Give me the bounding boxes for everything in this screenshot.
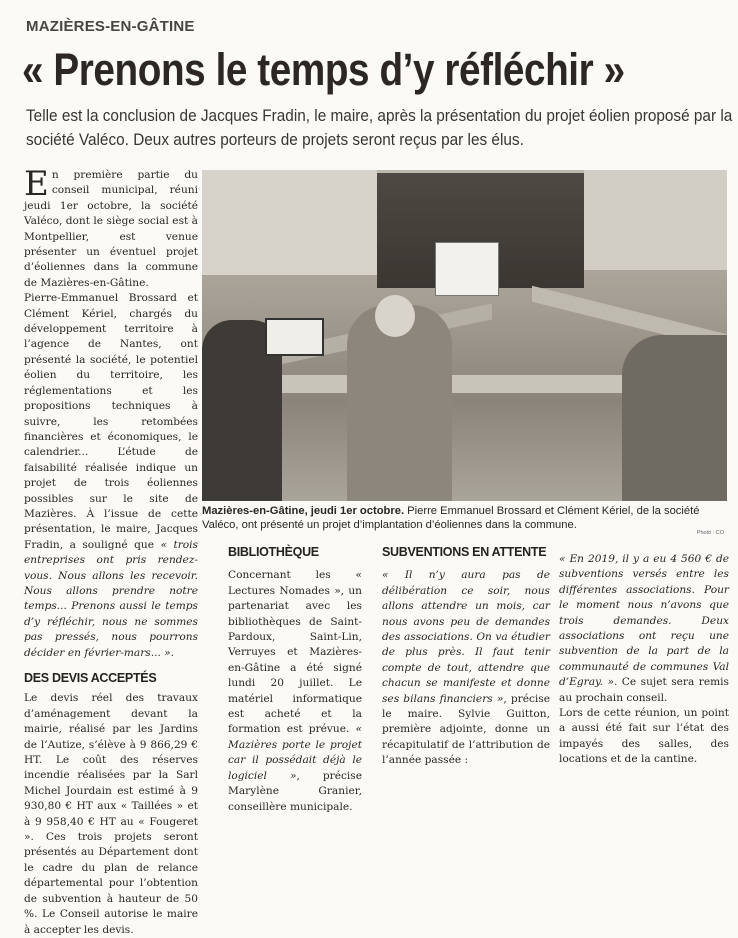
subhead-bibliotheque: BIBLIOTHÈQUE [228, 545, 319, 559]
subhead-subventions: SUBVENTIONS EN ATTENTE [382, 545, 547, 559]
subventions-column [382, 545, 550, 769]
intro-paragraph: En première partie du conseil municipal, réuni jeudi 1er octobre, la société Valéco, dont le siège social est à Montpellier, est venue présenter un éventuel projet d’éoliennes dans la commune de Mazières-en-Gâtine. [24, 164, 198, 289]
bibliotheque-paragraph: Concernant les « Lectures Nomades », un partenariat avec les bibliothèques de Saint-Pardoux, Saint-Lin, Verruyes et Mazières-en-Gâtine a été signé lundi 20 juillet. Le matériel informatique est acheté et la formation est prévue. « Mazières porte le projet car il possédait déjà le logiciel », précise Marylène Granier, conseillère municipale. [228, 569, 362, 813]
subhead-devis: DES DEVIS ACCEPTÉS [24, 671, 157, 685]
headline: « Prenons le temps d’y réfléchir » [22, 44, 625, 95]
subventions-continued-column [559, 552, 729, 768]
presentation-paragraph: Pierre-Emmanuel Brossard et Clément Kériel, chargés du développement territoire à l’agence de Nantes, ont présenté la société, le potentiel éolien du territoire, les réglementations et les propositions techniques à suivre, les retombées financières et économiques, le calendrier... L’étude de faisabilité réalisée indique un projet de trois éoliennes possibles sur le site de Mazières. À l’issue de cette présentation, le maire, Jacques Fradin, a souligné que « trois entreprises ont pris rendez-vous. Nous allons les recevoir. Nous allons prendre notre temps... Prenons aussi le temps d’y réfléchir, nous ne sommes pas pressés, nous pourrons décider en février-mars... ». [24, 292, 198, 659]
mayor-quote: « trois entreprises ont pris rendez-vous. Nous allons les recevoir. Nous allons prendre notre temps... Prenons aussi le temps d’y réfléchir, nous ne sommes pas pressés, nous pourrons décider en février-mars... ». [24, 538, 198, 659]
photo-head-front [375, 295, 415, 337]
standfirst: Telle est la conclusion de Jacques Fradin, le maire, après la présentation du projet éolien proposé par la société Valéco. Deux autres porteurs de projets seront reçus par les élus. [26, 107, 733, 149]
photo-person-right [622, 335, 727, 501]
photo-projection-screen [435, 242, 499, 296]
subventions-paragraph: « Il n’y aura pas de délibération ce soir, nous allons attendre un mois, car nous avons peu de demandes des associations. On va étudier de plus près. Il faut tenir compte de tout, attendre que chacun se manifeste et donne ses bilans financiers », précise le maire. Sylvie Guitton, première adjointe, donne un récapitulatif de l’attribution de l’année passée : [382, 569, 550, 767]
subventions-quote-paragraph: « En 2019, il y a eu 4 560 € de subventions versés entre les différentes associations. Pour le moment nous n’avons que trois demandes. Deux associations ont reçu une subvention de la part de la communauté de communes Val d’Egray. ». Ce sujet sera remis au prochain conseil. [559, 553, 729, 704]
left-column [24, 164, 198, 938]
drop-cap: E [24, 164, 49, 204]
caption-lead: Mazières-en-Gâtine, jeudi 1er octobre. [202, 505, 405, 517]
photo-credit: Photo : CO [696, 530, 724, 536]
section-kicker: MAZIÈRES-EN-GÂTINE [26, 18, 195, 35]
impayes-paragraph: Lors de cette réunion, un point a aussi été fait sur l’état des impayés des salles, des locations et de la cantine. [559, 707, 729, 766]
devis-paragraph: Le devis réel des travaux d’aménagement devant la mairie, réalisé par les Jardins de l’Autize, s’élève à 9 866,29 € HT. Le coût des réserves incendie réalisées par la Sarl Michel Jourdain est estimé à 9 930,80 € HT aux « Taillées » et à 9 958,40 € HT au « Fougeret ». Ces trois projets seront présentés au Département dont le cadre du plan de relance départemental pour l’obtention de subvention à hauteur de 50 %. Le Conseil autorise le maire à accepter les devis. [24, 692, 198, 936]
meeting-photo [202, 170, 727, 501]
photo-wall-left [202, 170, 377, 275]
bibliotheque-column [228, 545, 362, 815]
photo-wall-right [584, 170, 727, 270]
photo-laptop [265, 318, 324, 356]
photo-caption: Mazières-en-Gâtine, jeudi 1er octobre. Pierre Emmanuel Brossard et Clément Kériel, de la société Valéco, ont présenté un projet d’implantation d’éoliennes dans la commune. [202, 505, 700, 531]
